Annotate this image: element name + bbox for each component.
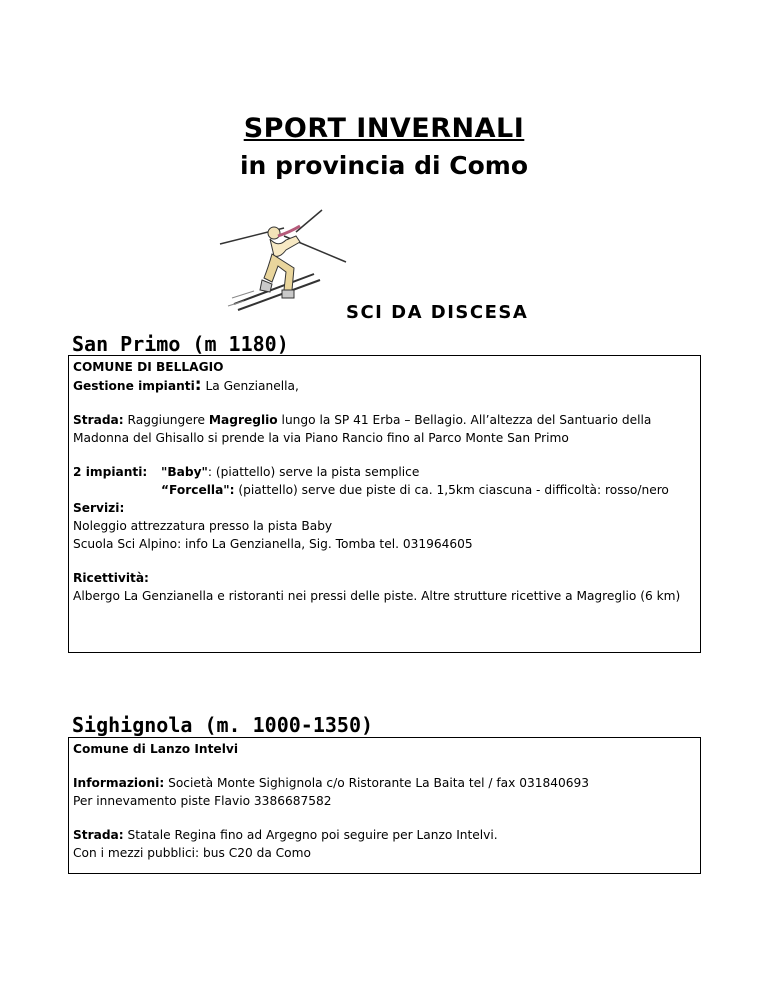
servizi-label: Servizi: [73,501,125,515]
informazioni-row [73,774,696,792]
skier-illustration [214,206,354,316]
info-box-sighignola [68,737,701,874]
strada-row [73,826,696,844]
strada-bold: Magreglio [208,413,278,427]
location-heading-san-primo: San Primo (m 1180) [72,332,289,356]
info-box-san-primo [68,355,701,653]
location-heading-sighignola: Sighignola (m. 1000-1350) [72,713,374,737]
strada-row [73,411,696,447]
impianti-row [73,463,696,499]
impianto-desc: (piattello) serve due piste di ca. 1,5km ciascuna - difficoltà: rosso/nero [234,483,669,497]
impianto-name: “Forcella": [161,483,235,497]
impianto-item [161,481,696,499]
impianto-name: "Baby" [161,465,208,479]
servizi-item: Noleggio attrezzatura presso la pista Baby [73,519,333,533]
gestione-row [73,376,696,395]
strada-text: Raggiungere [123,413,209,427]
innevamento-text: Per innevamento piste Flavio 3386687582 [73,794,332,808]
mezzi-text: Con i mezzi pubblici: bus C20 da Como [73,846,311,860]
impianto-item [161,463,696,481]
ricettivita-label: Ricettività: [73,571,149,585]
ricettivita-text: Albergo La Genzianella e ristoranti nei pressi delle piste. Altre strutture ricettive a Magreglio (6 km) [73,589,681,603]
gestione-colon: : [194,375,202,395]
strada-label: Strada: [73,828,124,842]
page-subtitle: in provincia di Como [239,151,528,180]
strada-text: Statale Regina fino ad Argegno poi seguire per Lanzo Intelvi. [123,828,498,842]
comune-label: Comune di Lanzo Intelvi [73,742,239,756]
informazioni-text: Società Monte Sighignola c/o Ristorante La Baita tel / fax 031840693 [164,776,589,790]
gestione-value: La Genzianella, [201,379,299,393]
page-title: SPORT INVERNALI [243,113,525,144]
informazioni-label: Informazioni: [73,776,165,790]
servizi-item: Scuola Sci Alpino: info La Genzianella, Sig. Tomba tel. 031964605 [73,537,473,551]
comune-label: COMUNE DI BELLAGIO [73,360,224,374]
impianto-desc: : (piattello) serve la pista semplice [207,465,420,479]
strada-text-rest: lungo la SP 41 Erba – Bellagio. All’altezza del Santuario della Madonna del Ghisallo si prende la via Piano Rancio fino al Parco Monte San Primo [73,413,652,445]
gestione-label: Gestione impianti [73,379,195,393]
section-heading: SCI DA DISCESA [346,302,529,323]
impianti-label: 2 impianti: [73,465,148,479]
strada-label: Strada: [73,413,124,427]
